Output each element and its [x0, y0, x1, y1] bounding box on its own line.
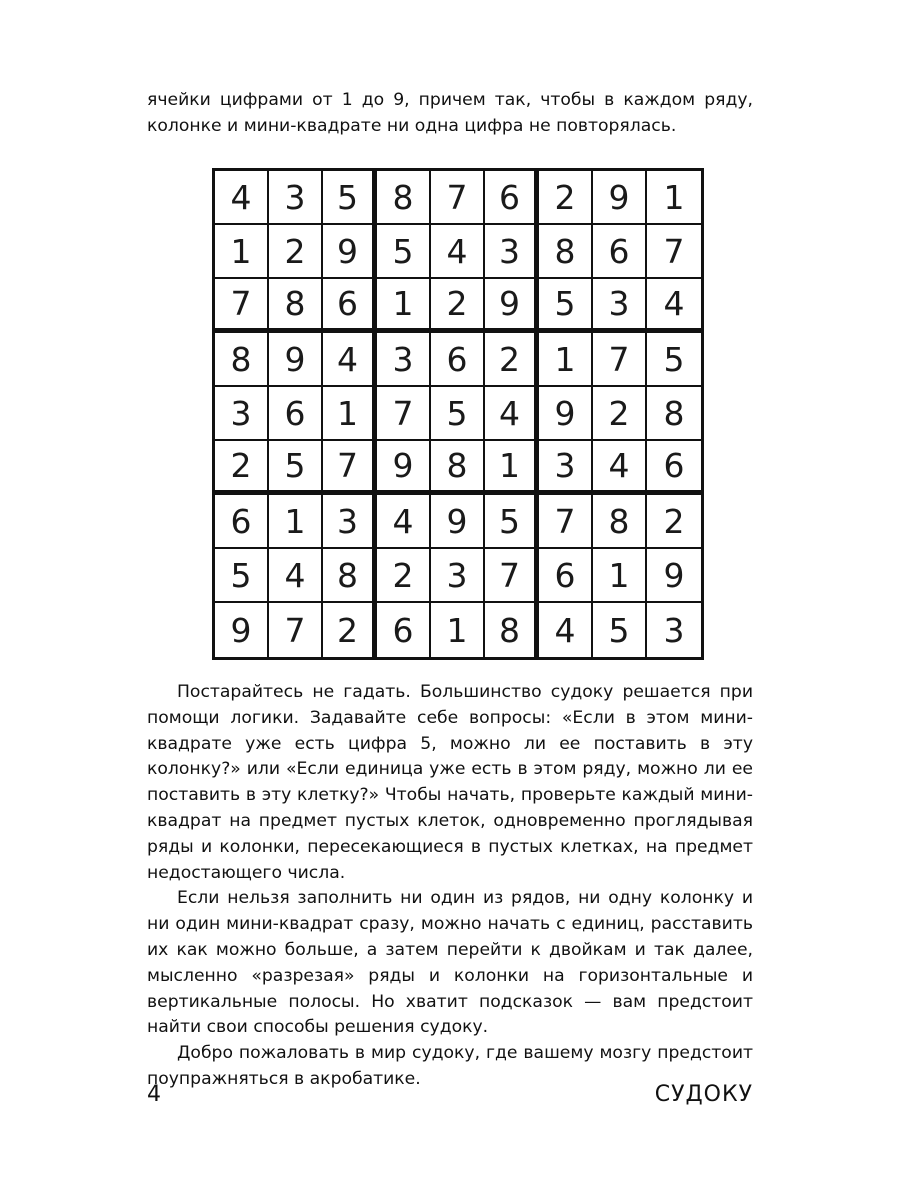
paragraph-strategy: Если нельзя заполнить ни один из рядов, ни одну колонку и ни один мини-квадрат сразу, можно начать с единиц, расставить их как можно больше, а затем перейти к двойкам и так далее, мысленно «разрезая» ряды и колонки на горизонтальные и вертикальные полосы. Но хватит подсказок — вам предстоит найти свои способы решения судоку. [147, 888, 753, 1038]
sudoku-cell: 9 [431, 495, 485, 549]
sudoku-cell: 6 [323, 279, 377, 333]
sudoku-cell: 8 [431, 441, 485, 495]
sudoku-cell: 4 [431, 225, 485, 279]
sudoku-cell: 5 [215, 549, 269, 603]
sudoku-cell: 9 [377, 441, 431, 495]
sudoku-cell: 9 [485, 279, 539, 333]
body-text-block [147, 680, 753, 1093]
sudoku-cell: 7 [485, 549, 539, 603]
sudoku-cell: 7 [539, 495, 593, 549]
sudoku-cell: 8 [539, 225, 593, 279]
sudoku-cell: 6 [431, 333, 485, 387]
sudoku-cell: 6 [377, 603, 431, 657]
sudoku-cell: 1 [647, 171, 701, 225]
intro-text-block [147, 88, 753, 140]
sudoku-cell: 5 [431, 387, 485, 441]
sudoku-cell: 7 [593, 333, 647, 387]
sudoku-cell: 3 [663, 610, 685, 650]
sudoku-cell: 9 [215, 603, 269, 657]
sudoku-cell: 5 [539, 279, 593, 333]
sudoku-cell: 5 [593, 603, 647, 657]
sudoku-cell: 5 [269, 441, 323, 495]
sudoku-cell: 6 [215, 495, 269, 549]
sudoku-cell: 1 [377, 279, 431, 333]
sudoku-cell: 2 [593, 387, 647, 441]
sudoku-cell: 2 [323, 603, 377, 657]
sudoku-cell: 8 [215, 333, 269, 387]
sudoku-cell: 9 [647, 549, 701, 603]
sudoku-cell: 1 [323, 387, 377, 441]
sudoku-cell: 4 [323, 333, 377, 387]
sudoku-cell: 8 [485, 603, 539, 657]
sudoku-cell: 9 [593, 171, 647, 225]
sudoku-cell: 7 [215, 279, 269, 333]
sudoku-cell: 6 [539, 549, 593, 603]
sudoku-cell: 6 [269, 387, 323, 441]
sudoku-cell: 4 [539, 603, 593, 657]
sudoku-cell: 1 [485, 441, 539, 495]
sudoku-cell: 3 [323, 495, 377, 549]
sudoku-cell: 7 [323, 441, 377, 495]
sudoku-cell: 8 [377, 171, 431, 225]
sudoku-cell: 7 [647, 225, 701, 279]
sudoku-cell: 5 [323, 171, 377, 225]
sudoku-cell: 4 [647, 279, 701, 333]
sudoku-cell: 5 [377, 225, 431, 279]
sudoku-cell: 8 [269, 279, 323, 333]
sudoku-cell: 2 [539, 171, 593, 225]
sudoku-cell: 6 [647, 441, 701, 495]
sudoku-cell: 9 [539, 387, 593, 441]
sudoku-cell: 2 [485, 333, 539, 387]
sudoku-cell: 6 [593, 225, 647, 279]
sudoku-cell: 3 [485, 225, 539, 279]
sudoku-cell: 8 [323, 549, 377, 603]
sudoku-cell: 3 [431, 549, 485, 603]
sudoku-cell: 7 [377, 387, 431, 441]
sudoku-cell: 4 [593, 441, 647, 495]
running-title: СУДОКУ [654, 1082, 753, 1107]
sudoku-cell: 3 [215, 387, 269, 441]
sudoku-cell: 6 [485, 171, 539, 225]
sudoku-cell: 2 [377, 549, 431, 603]
sudoku-cell: 3 [377, 333, 431, 387]
paragraph-logic-tips: Постарайтесь не гадать. Большинство судоку решается при помощи логики. Задавайте себе вопросы: «Если в этом мини-квадрате уже есть цифра 5, можно ли ее поставить в эту колонку?» или «Если единица уже есть в этом ряду, можно ли ее поставить в эту клетку?» Чтобы начать, проверьте каждый мини-квадрат на предмет пустых клеток, одновременно проглядывая ряды и колонки, пересекающиеся в пустых клетках, на предмет недостающего числа. [147, 682, 753, 883]
sudoku-cell: 1 [593, 549, 647, 603]
intro-paragraph: ячейки цифрами от 1 до 9, причем так, чтобы в каждом ряду, колонке и мини-квадрате ни одна цифра не повторялась. [147, 90, 753, 136]
sudoku-cell: 5 [647, 333, 701, 387]
sudoku-cell: 4 [215, 171, 269, 225]
sudoku-cell: 1 [215, 225, 269, 279]
sudoku-cell: 5 [485, 495, 539, 549]
sudoku-cell: 1 [269, 495, 323, 549]
page-number: 4 [147, 1082, 161, 1107]
sudoku-cell: 8 [593, 495, 647, 549]
sudoku-cell: 8 [647, 387, 701, 441]
sudoku-cell: 4 [269, 549, 323, 603]
sudoku-cell: 2 [431, 279, 485, 333]
sudoku-cell: 7 [269, 603, 323, 657]
sudoku-cell: 4 [377, 495, 431, 549]
sudoku-cell: 9 [269, 333, 323, 387]
sudoku-cell: 7 [431, 171, 485, 225]
sudoku-grid [212, 168, 704, 660]
sudoku-cell: 9 [323, 225, 377, 279]
paragraph-welcome: Добро пожаловать в мир судоку, где вашему мозгу предстоит поупражняться в акробатике. [147, 1043, 753, 1089]
sudoku-cell: 4 [485, 387, 539, 441]
sudoku-cell: 2 [269, 225, 323, 279]
sudoku-cell: 2 [215, 441, 269, 495]
sudoku-cell: 3 [539, 441, 593, 495]
sudoku-cell: 3 [593, 279, 647, 333]
sudoku-cell: 1 [431, 603, 485, 657]
sudoku-cell: 3 [269, 171, 323, 225]
sudoku-cell: 2 [647, 495, 701, 549]
sudoku-cell: 1 [539, 333, 593, 387]
